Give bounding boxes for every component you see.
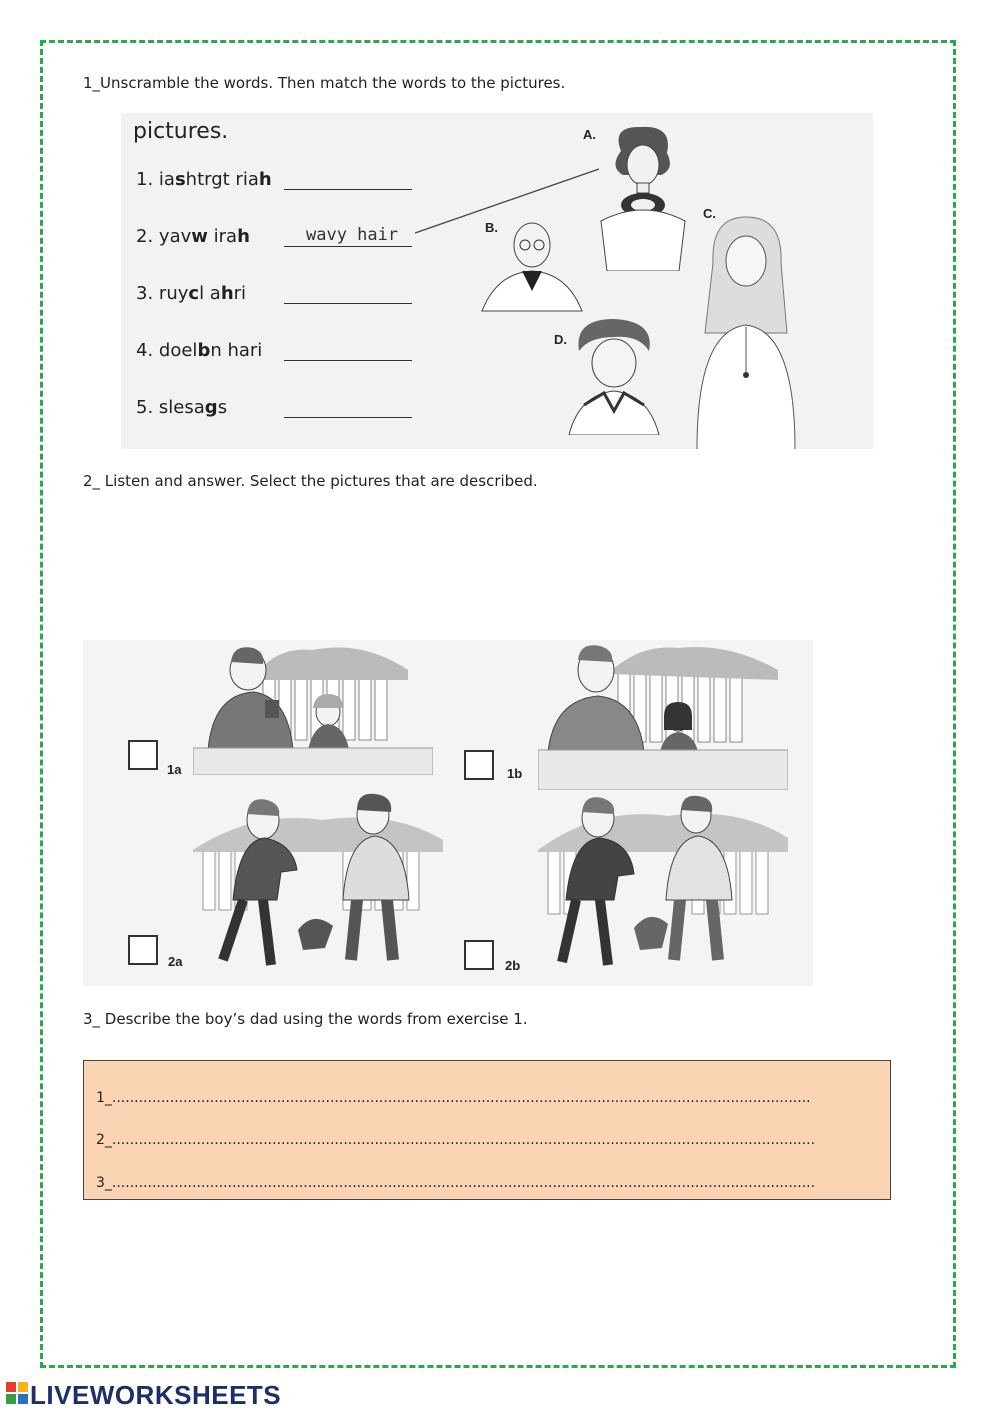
word-item-4: 4. doelbn hari	[136, 340, 263, 361]
checkbox-1b[interactable]	[464, 750, 494, 780]
person-d-illustration	[559, 315, 669, 435]
picture-label-d: D.	[554, 332, 567, 347]
option-label-2a: 2a	[168, 954, 183, 969]
liveworksheets-logo	[6, 1380, 281, 1410]
answer-line-2[interactable]: 2_..............................................................................................................................................................	[96, 1132, 816, 1148]
example-answer: wavy hair	[306, 225, 399, 245]
person-b-illustration	[477, 211, 587, 321]
person-c-illustration	[691, 213, 801, 449]
picture-label-b: B.	[485, 220, 498, 235]
brand-name: LIVEWORKSHEETS	[30, 1379, 282, 1410]
scene-1a-illustration	[193, 640, 433, 775]
option-label-1b: 1b	[507, 766, 523, 781]
exercise2-instruction: 2_ Listen and answer. Select the pictures that are described.	[83, 472, 538, 490]
scene-2b-illustration	[538, 790, 788, 980]
checkbox-2a[interactable]	[128, 935, 158, 965]
option-label-2b: 2b	[505, 958, 521, 973]
option-label-1a: 1a	[167, 762, 182, 777]
answer-box	[83, 1060, 891, 1200]
exercise3-instruction: 3_ Describe the boy’s dad using the words from exercise 1.	[83, 1010, 528, 1028]
word-item-3: 3. ruycl ahri	[136, 283, 247, 304]
word-item-5: 5. slesags	[136, 397, 228, 418]
person-a-illustration	[591, 121, 691, 271]
picture-label-a: A.	[583, 127, 596, 142]
answer-line-1[interactable]: 1_.............................................................................................................................................................	[96, 1090, 811, 1106]
exercise1-image	[121, 113, 873, 449]
logo-blocks-icon	[6, 1382, 30, 1408]
word-item-1: 1. iashtrgt riah	[136, 169, 272, 190]
checkbox-2b[interactable]	[464, 940, 494, 970]
picture-label-c: C.	[703, 206, 716, 221]
scene-1b-illustration	[538, 640, 788, 790]
image-title: pictures.	[133, 119, 229, 144]
scene-2a-illustration	[193, 790, 443, 975]
word-item-2: 2. yavw irah	[136, 226, 250, 247]
exercise1-instruction: 1_Unscramble the words. Then match the words to the pictures.	[83, 74, 566, 92]
answer-line-3[interactable]: 3_..............................................................................................................................................................	[96, 1175, 816, 1191]
checkbox-1a[interactable]	[128, 740, 158, 770]
exercise2-image	[83, 640, 813, 986]
